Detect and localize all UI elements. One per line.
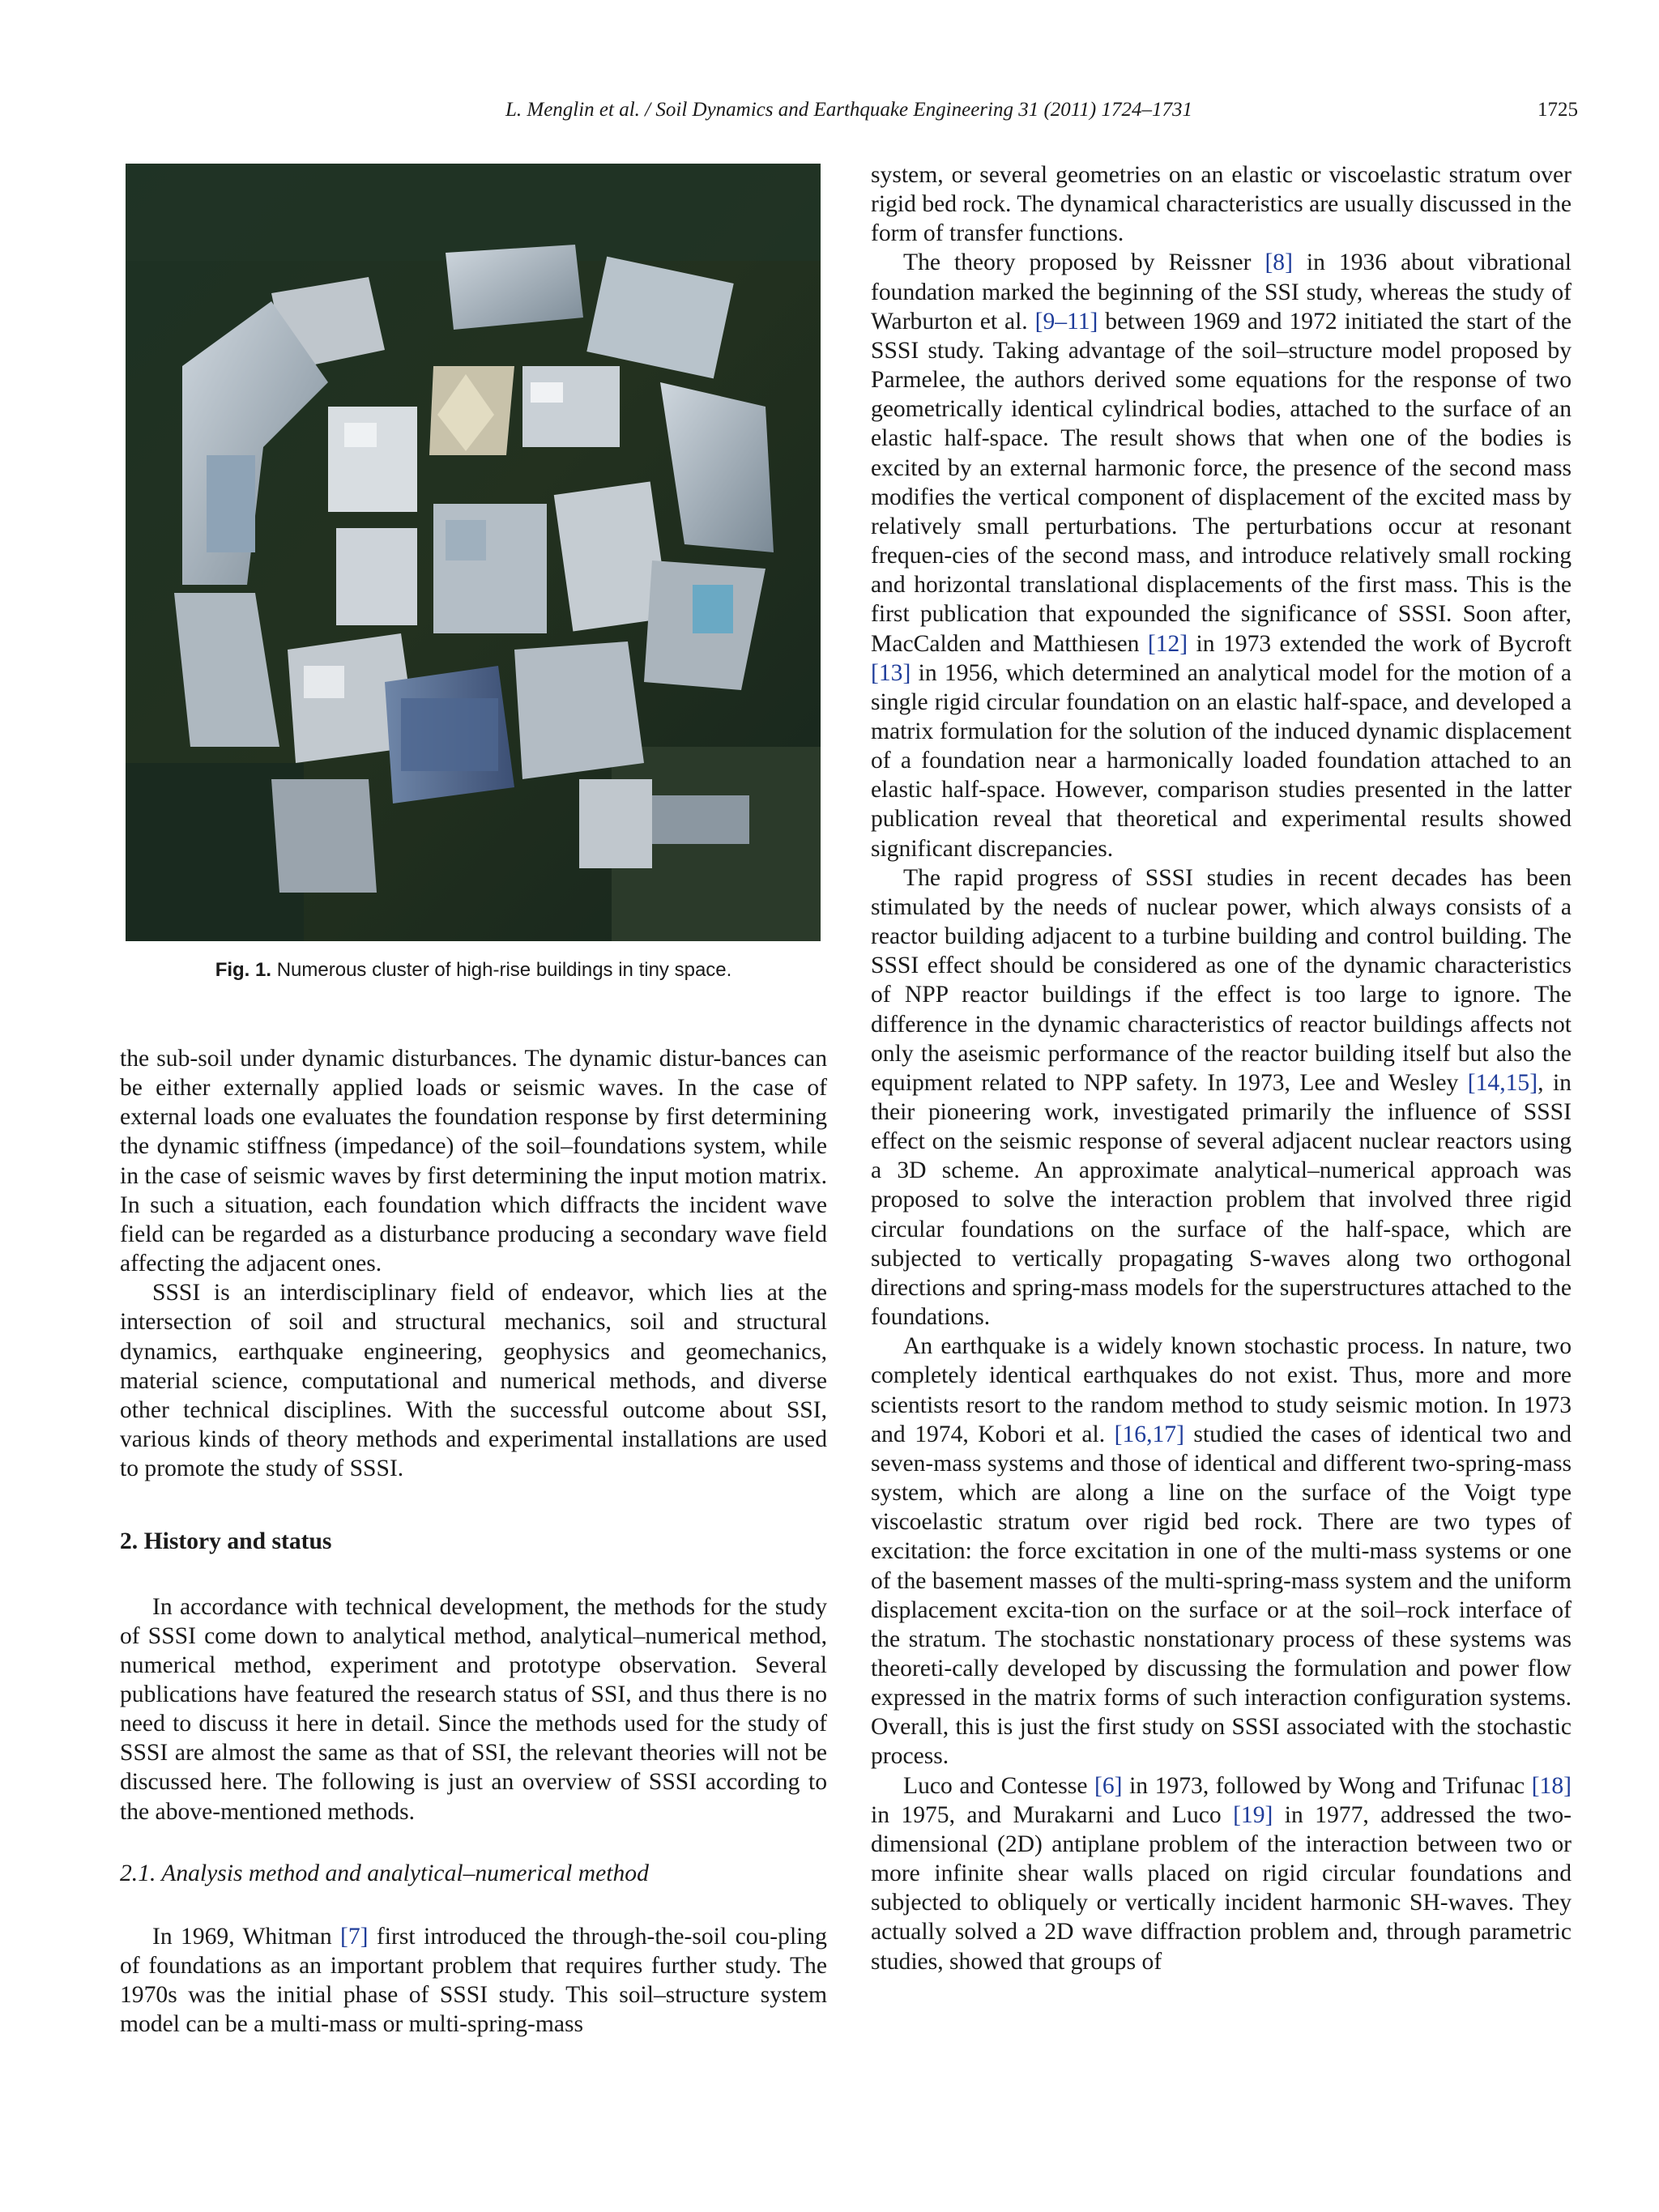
subsection-heading: 2.1. Analysis method and analytical–numerical method: [120, 1860, 649, 1886]
citation-link[interactable]: [8]: [1265, 249, 1293, 276]
figure-1-aerial-photo: [126, 164, 821, 941]
paragraph: In 1969, Whitman [7] first introduced the through-the-soil cou-pling of foundations as an important problem that requires further study. The 1970s was the initial phase of SSSI study. This soil–structure system model can be a multi-mass or multi-spring-mass: [120, 1923, 827, 2038]
citation-link[interactable]: [14,15]: [1467, 1069, 1538, 1096]
citation-link[interactable]: [19]: [1233, 1801, 1273, 1828]
figure-caption: [120, 959, 827, 982]
running-header: [120, 99, 1578, 131]
right-column: [871, 160, 1572, 1976]
citation-link[interactable]: [6]: [1094, 1772, 1123, 1799]
paragraph: The theory proposed by Reissner [8] in 1936 about vibrational foundation marked the beginning of the SSI study, whereas the study of Warburton et al. [9–11] between 1969 and 1972 initiated the start of the SSSI study. Taking advantage of the soil–structure model proposed by Parmelee, the authors derived some equations for the response of two geometrically identical cylindrical bodies, attached to the surface of an elastic half-space. The result shows that when one of the bodies is excited by an external harmonic force, the presence of the second mass modifies the vertical component of displacement of the excited mass by relatively small perturbations. The perturbations occur at resonant frequen-cies of the second mass, and introduce relatively small rocking and horizontal translational displacements of the first mass. This is the first publication that expounded the significance of SSSI. Soon after, MacCalden and Matthiesen [12] in 1973 extended the work of Bycroft [13] in 1956, which determined an analytical model for the motion of a single rigid circular foundation on an elastic half-space, and developed a matrix formulation for the solution of the induced dynamic displacement of a foundation near a harmonically loaded foundation attached to an elastic half-space. However, comparison studies presented in the latter publication reveal that theoretical and experimental results showed significant discrepancies.: [871, 249, 1572, 862]
paragraph: SSSI is an interdisciplinary field of endeavor, which lies at the intersection of soil and structural mechanics, soil and structural dynamics, earthquake engineering, geophysics and geomechanics, material science, computational and numerical methods, and diverse other technical disciplines. With the successful outcome about SSI, various kinds of theory methods and experimental installations are used to promote the study of SSSI.: [120, 1280, 827, 1482]
paragraph: The rapid progress of SSSI studies in recent decades has been stimulated by the needs of nuclear power, which always consists of a reactor building adjacent to a turbine building and control building. The SSSI effect should be considered as one of the dynamic characteristics of NPP reactor buildings if the effect is too large to ignore. The difference in the dynamic characteristics of reactor buildings affects not only the aseismic performance of the reactor building itself but also the equipment related to NPP safety. In 1973, Lee and Wesley [14,15], in their pioneering work, investigated primarily the influence of SSSI effect on the seismic response of several adjacent nuclear reactors using a 3D scheme. An approximate analytical–numerical approach was proposed to solve the interaction problem that involved three rigid circular foundations on the surface of the half-space, which are subjected to vertically propagating S-waves along two orthogonal directions and spring-mass models for the superstructures attached to the foundations.: [871, 864, 1572, 1331]
citation-link[interactable]: [13]: [871, 659, 911, 686]
paragraph: An earthquake is a widely known stochastic process. In nature, two completely identical earthquakes do not exist. Thus, more and more scientists resort to the random method to study seismic motion. In 1973 and 1974, Kobori et al. [16,17] studied the cases of identical two and seven-mass systems and those of identical and different two-spring-mass system, which are along a line on the surface of the Voigt type viscoelastic stratum over rigid bed rock. There are two types of excitation: the force excitation in one of the multi-mass systems or one of the basement masses of the multi-spring-mass system and the uniform displacement excita-tion on the surface or at the soil–rock interface of the stratum. The stochastic nonstationary process of these systems was theoreti-cally developed by discussing the formulation and power flow expressed in the matrix forms of such interaction configuration systems. Overall, this is just the first study on SSSI associated with the stochastic process.: [871, 1333, 1572, 1770]
left-column: [120, 1044, 827, 2039]
citation-link[interactable]: [16,17]: [1114, 1421, 1184, 1447]
citation-link[interactable]: [9–11]: [1034, 308, 1098, 335]
page-number: 1725: [1537, 99, 1578, 121]
citation-link[interactable]: [7]: [340, 1923, 369, 1950]
figure-label: Fig. 1.: [215, 959, 272, 981]
journal-citation: L. Menglin et al. / Soil Dynamics and Earthquake Engineering 31 (2011) 1724–1731: [505, 99, 1193, 121]
figure-caption-text: Numerous cluster of high-rise buildings in tiny space.: [276, 959, 732, 981]
paragraph: the sub-soil under dynamic disturbances. The dynamic distur-bances can be either externally applied loads or seismic waves. In the case of external loads one evaluates the foundation response by first determining the dynamic stiffness (impedance) of the soil–foundations system, while in the case of seismic waves by first determining the input motion matrix. In such a situation, each foundation which diffracts the incident wave field can be regarded as a disturbance producing a secondary wave field affecting the adjacent ones.: [120, 1046, 827, 1277]
paragraph: Luco and Contesse [6] in 1973, followed by Wong and Trifunac [18] in 1975, and Murakarni and Luco [19] in 1977, addressed the two-dimensional (2D) antiplane problem of the interaction between two or more infinite shear walls placed on rigid circular foundations and subjected to obliquely or vertically incident harmonic SH-waves. They actually solved a 2D wave diffraction problem and, through parametric studies, showed that groups of: [871, 1772, 1572, 1975]
section-heading: 2. History and status: [120, 1528, 332, 1555]
paragraph: system, or several geometries on an elastic or viscoelastic stratum over rigid bed rock. The dynamical characteristics are usually discussed in the form of transfer functions.: [871, 162, 1572, 247]
citation-link[interactable]: [18]: [1531, 1772, 1572, 1799]
citation-link[interactable]: [12]: [1147, 630, 1188, 657]
paragraph: In accordance with technical development, the methods for the study of SSSI come down to analytical method, analytical–numerical method, numerical method, experiment and prototype observation. Several publications have featured the research status of SSI, and thus there is no need to discuss it here in detail. Since the methods used for the study of SSSI are almost the same as that of SSI, the relevant theories will not be discussed here. The following is just an overview of SSSI according to the above-mentioned methods.: [120, 1593, 827, 1825]
